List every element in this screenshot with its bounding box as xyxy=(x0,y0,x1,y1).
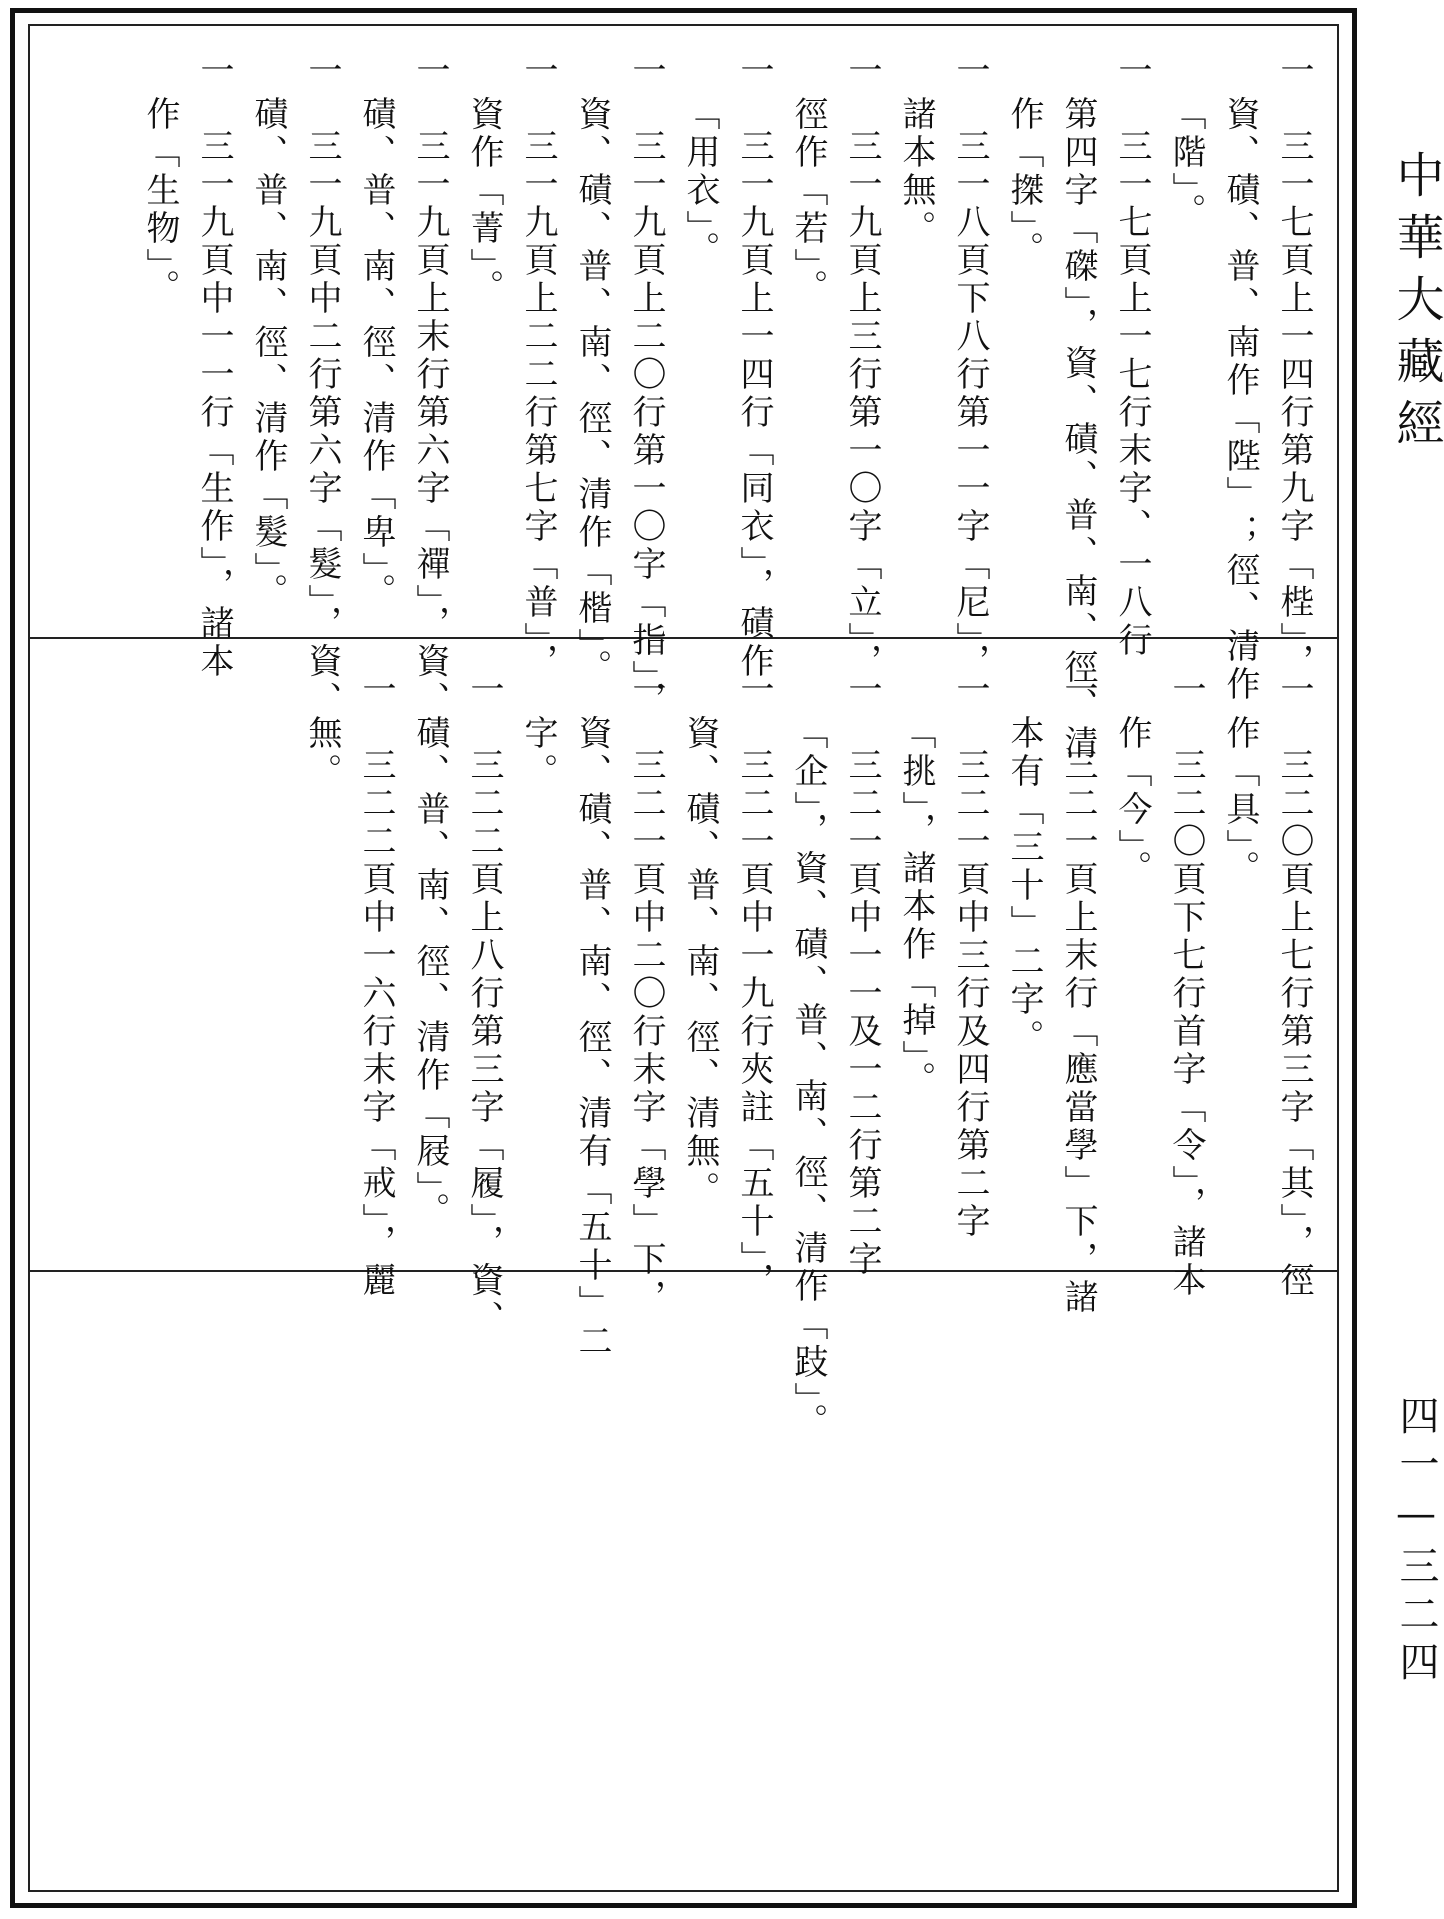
note-column: 資、磧、普、南、徑、清無。 xyxy=(680,715,720,1209)
note-column: 一 三一九頁上二〇行第一〇字「指」， xyxy=(626,52,666,719)
note-column: 「挑」，諸本作「掉」。 xyxy=(896,715,936,1099)
note-column: 徑作「若」。 xyxy=(788,96,828,307)
note-column: 字。 xyxy=(518,715,558,791)
lower-blank-band xyxy=(28,1276,1339,1888)
note-column: 一 三二二頁上八行第三字「履」，資、 xyxy=(464,671,504,1338)
note-column: 諸本無。 xyxy=(896,96,936,248)
note-column: 一 三二一頁中一九行夾註「五十」， xyxy=(734,671,774,1300)
note-column: 資、磧、普、南、徑、清作「楷」。 xyxy=(572,96,612,687)
collection-title: 中華大藏經 xyxy=(1388,150,1444,460)
note-column: 一 三二〇頁下七行首字「令」，諸本 xyxy=(1166,671,1206,1300)
note-column: 資、磧、普、南作「陛」；徑、清作 xyxy=(1220,96,1260,704)
upper-notes-band xyxy=(28,26,1339,763)
note-column: 資、磧、普、南、徑、清有「五十」二 xyxy=(572,715,612,1361)
note-column: 「用衣」。 xyxy=(680,96,720,269)
note-column: 一 三一七頁上一四行第九字「梐」， xyxy=(1274,52,1314,681)
note-column: 一 三一九頁上末行第六字「禪」，資、 xyxy=(410,52,450,719)
note-column: 資作「菁」。 xyxy=(464,96,504,307)
note-column: 磧、普、南、徑、清作「髮」。 xyxy=(248,96,288,611)
note-column: 無。 xyxy=(302,715,342,791)
note-column: 一 三一八頁下八行第一一字「尼」， xyxy=(950,52,990,681)
note-column: 作「具」。 xyxy=(1220,715,1260,888)
note-column: 作「生物」。 xyxy=(140,96,180,307)
page-number: 四一—三二四 xyxy=(1393,1395,1439,1689)
note-column: 一 三一九頁上二二行第七字「普」， xyxy=(518,52,558,681)
note-column: 一 三一九頁中二行第六字「髮」，資、 xyxy=(302,52,342,719)
note-column: 一 三二〇頁上七行第三字「其」，徑 xyxy=(1274,671,1314,1300)
note-column: 作「今」。 xyxy=(1112,715,1152,888)
note-column: 「階」。 xyxy=(1166,96,1206,231)
note-column: 一 三二一頁上末行「應當學」下，諸 xyxy=(1058,671,1098,1317)
note-column: 「企」，資、磧、普、南、徑、清作「跂」。 xyxy=(788,715,828,1441)
note-column: 一 三二一頁中一一及一二行第二字 xyxy=(842,671,882,1279)
note-column: 本有「三十」二字。 xyxy=(1004,715,1044,1057)
note-column: 一 三一九頁中一一行「生作」，諸本 xyxy=(194,52,234,681)
note-column: 一 三一九頁上三行第一〇字「立」， xyxy=(842,52,882,681)
note-column: 一 三一七頁上一七行末字、一八行 xyxy=(1112,52,1152,660)
note-column: 作「搩」。 xyxy=(1004,96,1044,269)
note-column: 一 三二二頁中一六行末字「戒」，麗 xyxy=(356,671,396,1300)
note-column: 磧、普、南、徑、清作「卑」。 xyxy=(356,96,396,611)
note-column: 第四字「磔」，資、磧、普、南、徑、清 xyxy=(1058,96,1098,763)
note-column: 磧、普、南、徑、清作「屐」。 xyxy=(410,715,450,1230)
middle-notes-band xyxy=(28,645,1339,1441)
note-column: 一 三二一頁中二〇行末字「學」下， xyxy=(626,671,666,1317)
note-column: 一 三二一頁中三行及四行第二字 xyxy=(950,671,990,1241)
note-column: 一 三一九頁上一四行「同衣」，磧作 xyxy=(734,52,774,681)
